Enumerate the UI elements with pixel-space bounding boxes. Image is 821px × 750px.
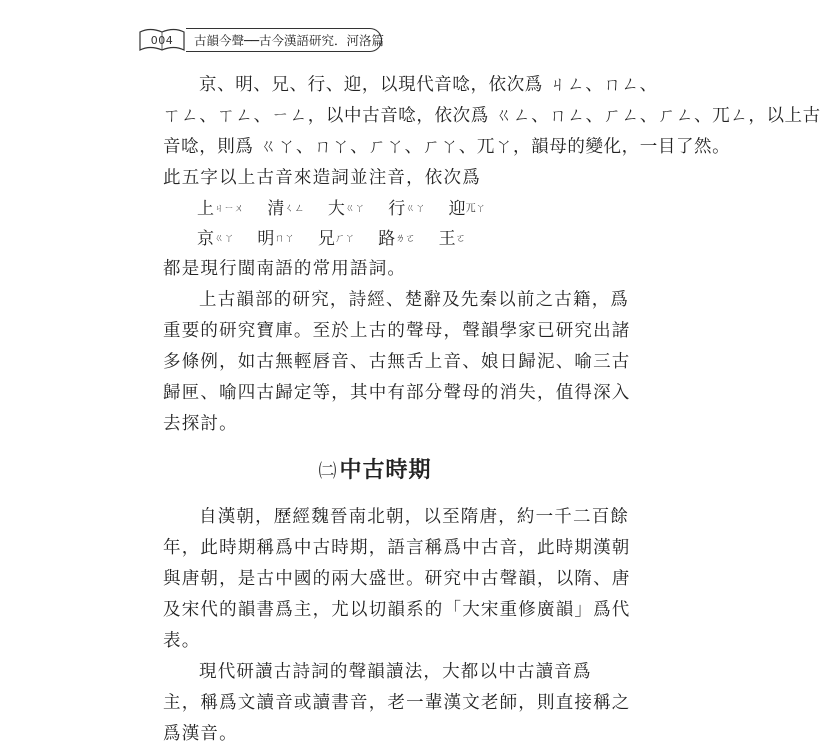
page-body xyxy=(163,70,821,750)
example-word: 上ㄐㄧㄨ xyxy=(197,199,244,219)
zhuyin-annotation: ㄏㄚ xyxy=(334,233,355,245)
example-word: 清ㄑㄥ xyxy=(267,199,305,219)
example-word: 王ㄛ xyxy=(438,229,466,249)
paragraph-line: 現代研讀古詩詞的聲韻讀法，大都以中古讀音爲 xyxy=(199,662,592,682)
zhuyin-annotation: ㄛ xyxy=(455,233,466,245)
example-word: 兄ㄏㄚ xyxy=(317,229,355,249)
paragraph-line: 表。 xyxy=(163,631,201,651)
zhuyin-annotation: ㄇㄚ xyxy=(274,233,295,245)
section-number: ㈡ xyxy=(318,461,338,482)
paragraph-line: 爲漢音。 xyxy=(163,724,238,744)
example-word: 行ㄍㄚ xyxy=(388,199,426,219)
paragraph-line: 主，稱爲文讀音或讀書音，老一輩漢文老師，則直接稱之 xyxy=(163,693,631,713)
paragraph-line: 重要的研究寶庫。至於上古的聲母，聲韻學家已研究出諸 xyxy=(163,321,631,341)
paragraph-line: 京、明、兄、行、迎，以現代音唸，依次爲 ㄐㄥ、ㄇㄥ、 xyxy=(199,75,658,95)
paragraph-line: 年，此時期稱爲中古時期，語言稱爲中古音，此時期漢朝 xyxy=(163,538,631,558)
page-number: 004 xyxy=(150,34,174,47)
example-word: 京ㄍㄚ xyxy=(197,229,234,249)
paragraph-line: 與唐朝，是古中國的兩大盛世。研究中古聲韻，以隋、唐 xyxy=(163,569,631,589)
paragraph-line: 自漢朝，歷經魏晉南北朝，以至隋唐，約一千二百餘 xyxy=(199,507,630,527)
example-words-row xyxy=(163,224,587,254)
paragraph-line: ㄒㄥ、ㄒㄥ、ㄧㄥ，以中古音唸，依次爲 ㄍㄥ、ㄇㄥ、ㄏㄥ、ㄏㄥ、ㄫㄥ，以上古 xyxy=(163,106,821,126)
example-words-row xyxy=(163,194,587,224)
running-title: 古韻今聲──古今漢語研究．河洛篇 xyxy=(186,28,382,52)
example-word: 大ㄍㄚ xyxy=(327,199,365,219)
running-header xyxy=(138,26,390,56)
paragraph-line: 音唸，則爲 ㄍㄚ、ㄇㄚ、ㄏㄚ、ㄏㄚ、ㄫㄚ，韻母的變化，一目了然。 xyxy=(163,137,731,157)
zhuyin-annotation: ㄐㄧㄨ xyxy=(214,203,244,215)
zhuyin-annotation: ㄍㄚ xyxy=(214,233,234,245)
zhuyin-annotation: ㄫㄚ xyxy=(465,203,486,215)
paragraph-line: 都是現行閩南語的常用語詞。 xyxy=(163,259,407,279)
paragraph-line: 此五字以上古音來造詞並注音，依次爲 xyxy=(163,168,481,188)
zhuyin-annotation: ㄑㄥ xyxy=(284,203,305,215)
section-heading xyxy=(163,440,587,502)
example-word: 迎ㄫㄚ xyxy=(448,199,486,219)
paragraph-line: 上古韻部的研究，詩經、楚辭及先秦以前之古籍，爲 xyxy=(199,290,630,310)
example-word: 明ㄇㄚ xyxy=(257,229,295,249)
zhuyin-annotation: ㄍㄚ xyxy=(344,203,365,215)
zhuyin-annotation: ㄍㄚ xyxy=(405,203,426,215)
section-title: 中古時期 xyxy=(339,458,432,483)
paragraph-line: 多條例，如古無輕唇音、古無舌上音、娘日歸泥、喻三古 xyxy=(163,352,631,372)
example-word: 路ㄌㄛ xyxy=(378,229,416,249)
paragraph-line: 去探討。 xyxy=(163,414,238,434)
zhuyin-annotation: ㄌㄛ xyxy=(395,233,416,245)
paragraph-line: 歸匣、喻四古歸定等，其中有部分聲母的消失，值得深入 xyxy=(163,383,631,403)
paragraph-line: 及宋代的韻書爲主，尤以切韻系的「大宋重修廣韻」爲代 xyxy=(163,600,631,620)
